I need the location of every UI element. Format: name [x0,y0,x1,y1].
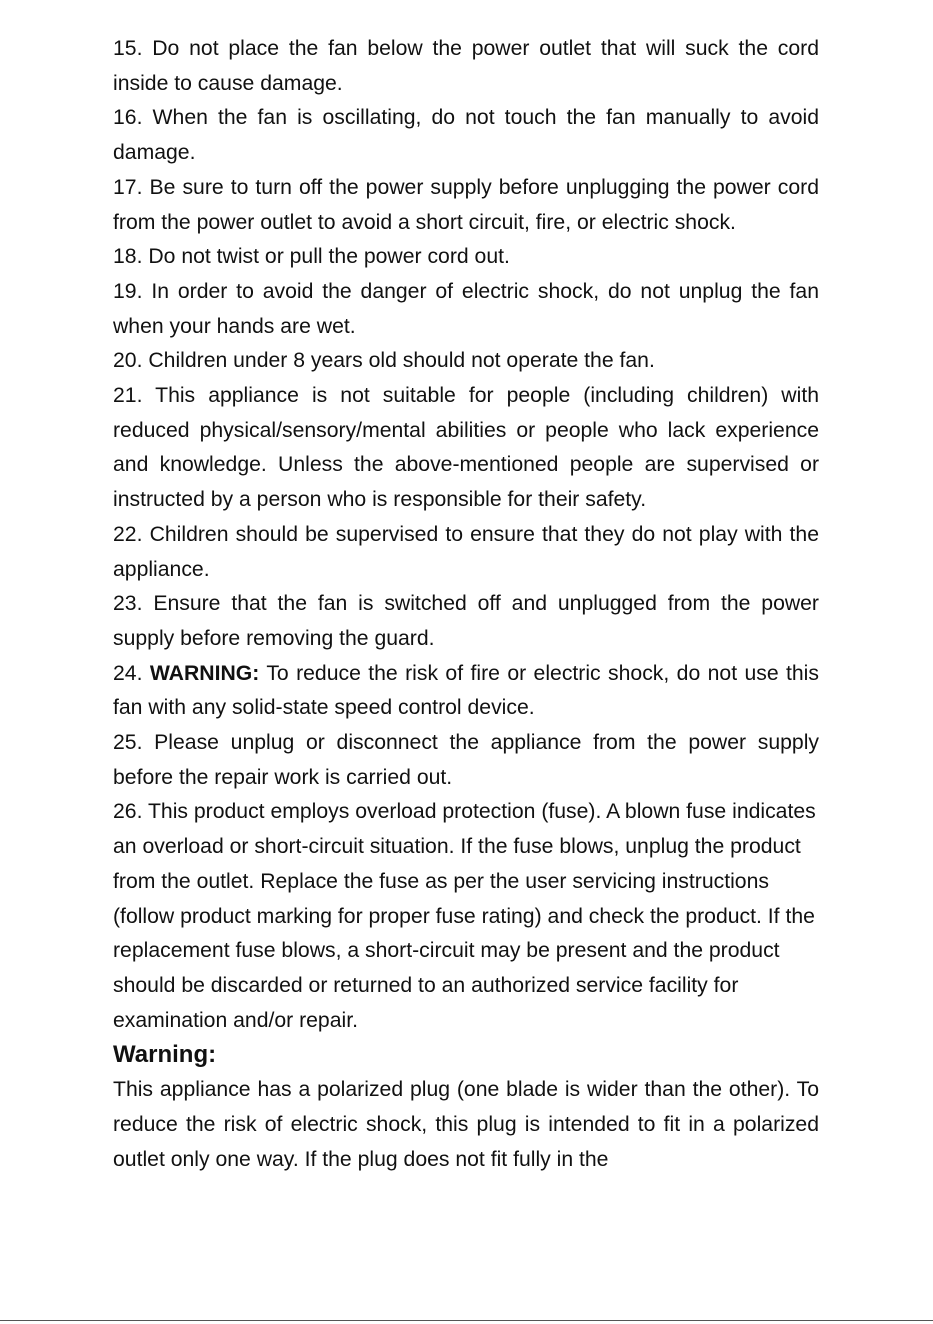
item-number: 21. [113,384,143,408]
safety-item-26 [113,795,819,1038]
safety-item-19 [113,275,819,344]
item-number: 23. [113,592,143,616]
item-text: Please unplug or disconnect the appliance from the power supply before the repair work is carried out. [113,731,819,789]
warning-heading: Warning: [113,1041,217,1069]
item-text: Ensure that the fan is switched off and unplugged from the power supply before removing the guard. [113,592,819,650]
item-number: 22. [113,522,143,546]
item-text: This product employs overload protection (fuse). A blown fuse indicates an overload or short-circuit situation. If the fuse blows, unplug the product from the outlet. Replace the fuse as per the user servicing instructions (follow product marking for proper fuse rating) and check the product. If the replacement fuse blows, a short-circuit may be present and the product should be discarded or returned to an authorized service facility for examination and/or repair. [113,800,816,1032]
page-bottom-divider [0,1320,933,1321]
item-text: Children under 8 years old should not operate the fan. [142,349,655,373]
item-number: 24. [113,661,143,685]
item-number: 19. [113,279,143,303]
item-text: In order to avoid the danger of electric shock, do not unplug the fan when your hands are wet. [113,279,819,338]
item-number: 25. [113,731,143,755]
item-text: To reduce the risk of fire or electric shock, do not use this fan with any solid-state speed control device. [113,661,819,720]
item-text: When the fan is oscillating, do not touch the fan manually to avoid damage. [113,106,819,165]
safety-item-24 [113,657,819,726]
item-text: This appliance is not suitable for people (including children) with reduced physical/sensory/mental abilities or people who lack experience and knowledge. Unless the above-mentioned people are supervised or instructed by a person who is responsible for their safety. [113,384,819,512]
item-text: Do not twist or pull the power cord out. [142,245,510,269]
safety-item-15 [113,32,819,101]
safety-item-17 [113,171,819,240]
item-text: Be sure to turn off the power supply before unplugging the power cord from the power outlet to avoid a short circuit, fire, or electric shock. [113,175,819,234]
safety-item-18 [113,240,819,275]
item-number: 17. [113,175,143,199]
safety-item-23 [113,587,819,656]
warning-label: WARNING: [142,661,260,685]
item-number: 15. [113,37,143,60]
item-number: 20. [113,349,143,373]
safety-item-16 [113,101,819,170]
item-number: 26. [113,800,143,824]
manual-page [113,32,819,1177]
item-number: 16. [113,106,143,130]
warning-text: This appliance has a polarized plug (one blade is wider than the other). To reduce the risk of electric shock, this plug is intended to fit in a polarized outlet only one way. If the plug does not fit fully in the [113,1078,819,1171]
safety-item-20 [113,344,819,379]
safety-item-21 [113,379,819,518]
item-number: 18. [113,245,143,269]
safety-item-25 [113,726,819,795]
item-text: Children should be supervised to ensure that they do not play with the appliance. [113,522,819,581]
safety-item-22 [113,518,819,587]
item-text: Do not place the fan below the power outlet that will suck the cord inside to cause damage. [113,37,819,95]
